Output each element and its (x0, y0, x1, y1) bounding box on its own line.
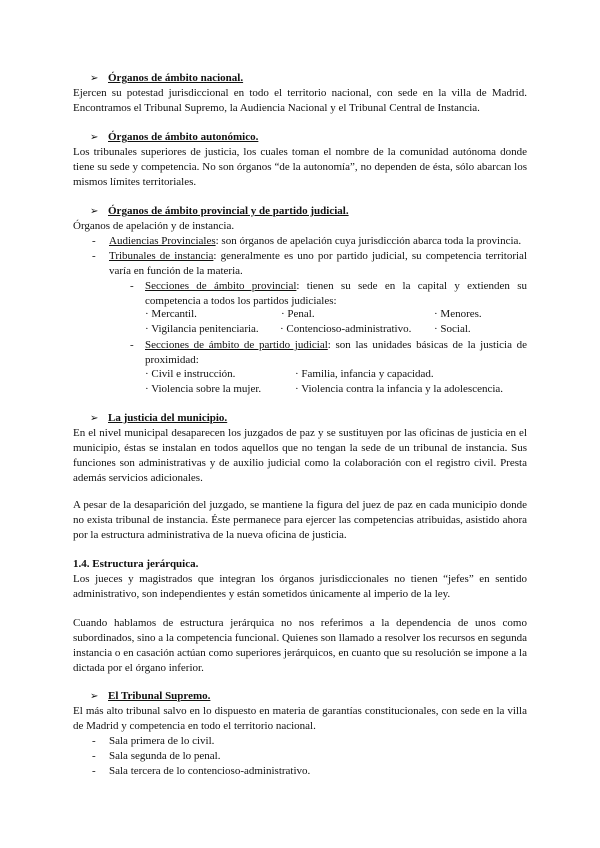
paragraph-ambito-nacional: Ejercen su potestad jurisdiccional en todo el territorio nacional, con sede en la villa de Madrid. Encontramos el Tribunal Supremo, la Audiencia Nacional y el Tribunal Central de Instancia. (73, 87, 527, 114)
heading-estructura-jerarquica: 1.4. Estructura jerárquica. (73, 558, 199, 570)
heading-justicia-municipio: ➢ La justicia del municipio. (90, 412, 228, 424)
paragraph-jerarquica-2: Cuando hablamos de estructura jerárquica no nos referimos a la dependencia de unos como subordinados, sino a la competencia funcional. Quienes son llamado a resolver los recursos en segunda instancia o en casación actúan como superiores jerárquicos, en cuanto que su resolución se impone a la dictada por el órgano inferior. (73, 617, 527, 674)
arrow-bullet-icon: ➢ (90, 413, 99, 424)
arrow-bullet-icon: ➢ (90, 691, 99, 702)
dash-bullet: - (130, 339, 134, 351)
heading-tribunal-supremo: ➢ El Tribunal Supremo. (90, 690, 211, 702)
list-item-sala-tercera: Sala tercera de lo contencioso-administrativo. (109, 765, 311, 777)
sublist-item-provincial: Secciones de ámbito provincial: tienen su sede en la capital y extienden su competencia a todos los partidos judiciales: (145, 280, 528, 307)
heading-ambito-nacional: ➢ Órganos de ámbito nacional. (90, 72, 244, 84)
arrow-bullet-icon: ➢ (90, 206, 99, 217)
paragraph-municipio-1: En el nivel municipal desaparecen los juzgados de paz y se sustituyen por las oficinas de justicia en el municipio, éstas se instalan en todos aquellos que no tengan la sede de un tribunal de instancia. Sus funciones son administrativas y de auxilio judicial como la colaboración con el registro civil. Presta además servicios adicionales. (73, 427, 527, 484)
intro-apelacion-instancia: Órganos de apelación y de instancia. (73, 220, 235, 232)
materias-row-2: · Vigilancia penitenciaria. · Contencioso-administrativo. · Social. (145, 323, 471, 335)
materias-row-4: · Violencia sobre la mujer. · Violencia contra la infancia y la adolescencia. (145, 383, 504, 395)
heading-ambito-autonomico: ➢ Órganos de ámbito autonómico. (90, 131, 259, 143)
paragraph-municipio-2: A pesar de la desaparición del juzgado, se mantiene la figura del juez de paz en cada municipio donde no exista tribunal de instancia. Éste permanece para ejercer las competencias atribuidas, asistido ahora por la estructura administrativa de la nueva oficina de justicia. (73, 499, 527, 541)
list-item-sala-segunda: Sala segunda de lo penal. (109, 750, 221, 762)
dash-bullet: - (130, 280, 134, 292)
sublist-item-partido-judicial: Secciones de ámbito de partido judicial: son las unidades básicas de la justicia de proximidad: (145, 339, 527, 366)
arrow-bullet-icon: ➢ (90, 132, 99, 143)
dash-bullet: - (92, 250, 96, 262)
list-item-sala-primera: Sala primera de lo civil. (109, 735, 215, 747)
dash-bullet: - (92, 235, 96, 247)
dash-bullet: - (92, 765, 96, 777)
paragraph-jerarquica-1: Los jueces y magistrados que integran los órganos jurisdiccionales no tienen “jefes” en sentido administrativo, son independientes y están sometidos únicamente al imperio de la ley. (73, 573, 527, 600)
paragraph-tribunal-supremo: El más alto tribunal salvo en lo dispuesto en materia de garantías constitucionales, con sede en la villa de Madrid y competencia en todo el territorio nacional. (73, 705, 527, 732)
dash-bullet: - (92, 750, 96, 762)
paragraph-ambito-autonomico: Los tribunales superiores de justicia, los cuales toman el nombre de la comunidad autónoma donde tiene su sede y competencia. No son órganos “de la autonomía”, no dependen de ésta, sólo abarcan los mismos límites territoriales. (73, 146, 527, 188)
materias-row-3: · Civil e instrucción. · Familia, infancia y capacidad. (145, 368, 434, 380)
list-item-audiencias: Audiencias Provinciales: son órganos de apelación cuya jurisdicción abarca toda la provincia. (109, 235, 522, 247)
arrow-bullet-icon: ➢ (90, 73, 99, 84)
dash-bullet: - (92, 735, 96, 747)
materias-row-1: · Mercantil. · Penal. · Menores. (145, 308, 482, 320)
list-item-tribunales: Tribunales de instancia: generalmente es uno por partido judicial, su competencia territorial varía en función de la materia. (109, 250, 528, 277)
heading-ambito-provincial: ➢ Órganos de ámbito provincial y de partido judicial. (90, 205, 349, 217)
